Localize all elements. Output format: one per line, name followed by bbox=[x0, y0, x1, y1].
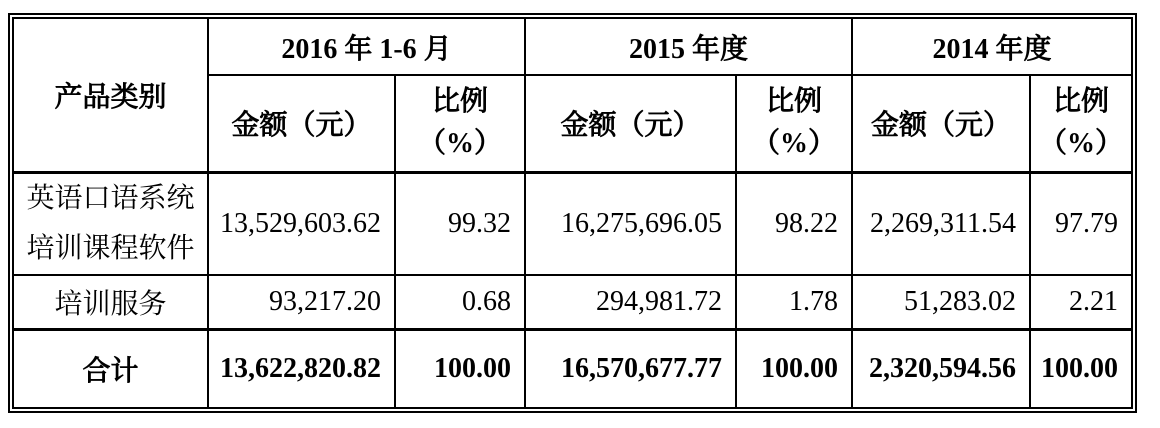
table-row-software bbox=[13, 172, 1132, 275]
ratio-header-line1: 比例 bbox=[431, 86, 488, 118]
ratio-cell-2014: 2.21 bbox=[1030, 275, 1132, 330]
ratio-cell-2015: 1.78 bbox=[736, 275, 852, 330]
product-name-cell: 培训服务 bbox=[13, 275, 208, 330]
ratio-header-2014 bbox=[1030, 75, 1132, 172]
amount-header-2016: 金额（元） bbox=[208, 75, 395, 172]
amount-cell-2016: 13,529,603.62 bbox=[208, 172, 395, 275]
ratio-cell-2015: 98.22 bbox=[736, 172, 852, 275]
ratio-header-line2: （%） bbox=[1038, 128, 1123, 160]
total-ratio-cell-2014: 100.00 bbox=[1030, 330, 1132, 408]
amount-cell-2014: 2,269,311.54 bbox=[852, 172, 1030, 275]
ratio-header-line2: （%） bbox=[417, 128, 502, 160]
total-amount-cell-2016: 13,622,820.82 bbox=[208, 330, 395, 408]
data-table bbox=[12, 17, 1133, 409]
total-amount-cell-2015: 16,570,677.77 bbox=[525, 330, 736, 408]
revenue-by-product-table bbox=[8, 13, 1137, 413]
total-amount-cell-2014: 2,320,594.56 bbox=[852, 330, 1030, 408]
amount-cell-2015: 294,981.72 bbox=[525, 275, 736, 330]
total-ratio-cell-2016: 100.00 bbox=[395, 330, 525, 408]
amount-header-2015: 金额（元） bbox=[525, 75, 736, 172]
ratio-header-line2: （%） bbox=[751, 128, 836, 160]
amount-header-2014: 金额（元） bbox=[852, 75, 1030, 172]
product-name-cell bbox=[13, 172, 208, 275]
ratio-header-2016 bbox=[395, 75, 525, 172]
total-row bbox=[13, 330, 1132, 408]
total-label: 合计 bbox=[13, 330, 208, 408]
total-ratio-cell-2015: 100.00 bbox=[736, 330, 852, 408]
ratio-cell-2016: 99.32 bbox=[395, 172, 525, 275]
product-category-header: 产品类别 bbox=[13, 18, 208, 172]
col-group-2015-header: 2015 年度 bbox=[525, 18, 852, 75]
ratio-header-2015 bbox=[736, 75, 852, 172]
ratio-header-line1: 比例 bbox=[765, 86, 822, 118]
product-name-line2: 培训课程软件 bbox=[26, 232, 195, 264]
ratio-cell-2016: 0.68 bbox=[395, 275, 525, 330]
ratio-cell-2014: 97.79 bbox=[1030, 172, 1132, 275]
col-group-2016-header: 2016 年 1-6 月 bbox=[208, 18, 525, 75]
product-name-line1: 英语口语系统 bbox=[26, 182, 195, 214]
ratio-header-line1: 比例 bbox=[1052, 86, 1109, 118]
amount-cell-2014: 51,283.02 bbox=[852, 275, 1030, 330]
amount-cell-2016: 93,217.20 bbox=[208, 275, 395, 330]
col-group-2014-header: 2014 年度 bbox=[852, 18, 1132, 75]
table-row-services bbox=[13, 275, 1132, 330]
year-header-row bbox=[13, 18, 1132, 75]
amount-cell-2015: 16,275,696.05 bbox=[525, 172, 736, 275]
